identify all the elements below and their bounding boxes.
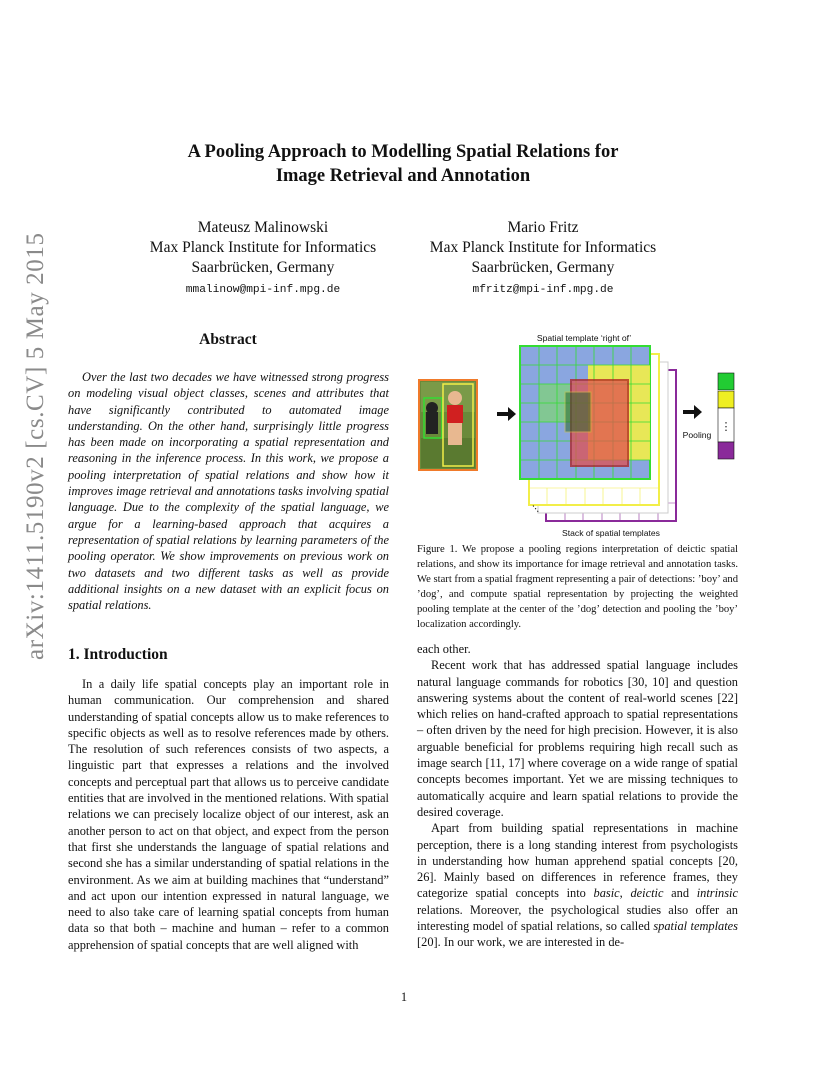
citation-link[interactable]: 26 — [417, 870, 430, 885]
dog-region-overlay — [565, 392, 591, 432]
author-affiliation: Max Planck Institute for Informatics — [149, 239, 377, 256]
pooling-label: Pooling — [682, 430, 712, 440]
abstract-text: Over the last two decades we have witnessed strong progress on modeling visual object classes, scenes and attributes that have significantly contributed to automated image understanding. On the other hand, surprisingly little progress has been made on incorporating a spatial representation and reasoning in the inference process. In this work, we propose a pooling interpretation of spatial relations and show how it improves image retrieval and annotations tasks involving spatial language. Due to the complexity of the spatial language, we argue for a learning-based approach that acquires a representation of spatial relations by learning parameters of the pooling operator. We show improvements on previous work on two datasets and two different tasks as well as provide additional insights on a new dataset with an explicit focus on spatial relations. — [68, 370, 389, 613]
author-name: Mario Fritz — [507, 219, 579, 236]
figure-caption: Figure 1. We propose a pooling regions interpretation of deictic spatial relations, and show its importance for image retrieval and annotation tasks. We start from a spatial fragment representing a pair of detections: ’boy’ and ’dog’, and compute spatial representation by projecting the weighted pooling template at the center of the ’dog’ detection and pooling the ’boy’ localization accordingly. — [417, 544, 738, 630]
figure-pooling-diagram — [415, 328, 740, 540]
author-location: Saarbrücken, Germany — [471, 259, 615, 276]
author-email: mfritz@mpi-inf.mpg.de — [472, 284, 614, 296]
citation-link[interactable]: 20 — [722, 853, 735, 868]
section-heading-introduction: 1. Introduction — [68, 646, 168, 663]
author-name: Mateusz Malinowski — [197, 219, 329, 236]
vector-cell-yellow — [718, 391, 734, 408]
paper-title — [80, 141, 726, 188]
author-location: Saarbrücken, Germany — [191, 259, 335, 276]
paragraph-recent-work: Recent work that has addressed spatial language includes natural language commands for robotics [30, 10] and question answering systems about the content of real-world scenes [22] which relies on hand-crafted approach to spatial representations – often driven by the need for high precision. However, it is also arguable beneficial for problems requiring high recall such as image search [11, 17] where coverage on a wide range of spatial concepts becomes important. Yet we are missing techniques to automatically acquire and learn spatial relations to provide the desired coverage. — [417, 658, 738, 819]
vector-cell-purple — [718, 442, 734, 459]
citation-link[interactable]: 20 — [421, 935, 434, 950]
title-line-2: Image Retrieval and Annotation — [275, 165, 531, 186]
right-column-text — [417, 641, 738, 951]
author-affiliation: Max Planck Institute for Informatics — [429, 239, 657, 256]
figure-top-label: Spatial template ‘right of’ — [536, 333, 632, 343]
author-email: mmalinow@mpi-inf.mpg.de — [185, 284, 341, 296]
citation-link[interactable]: 10 — [652, 674, 665, 689]
paragraph: each other. — [417, 642, 471, 656]
author-block-1 — [113, 218, 413, 300]
introduction-text: In a daily life spatial concepts play an important role in human communication. Our comprehension and shared understanding of spatial concepts allow us to make references to specific objects as well as to resolve references made by others. The resolution of such references consists of two aspects, a linguistic part that expresses a relations and the involved concepts and perceptual part that allows us to perceive candidate entities that are involved in the mentioned relations. With spatial relations we can precisely localize object of our interest, ask an another person to act on that object, and expect from the person that first she understands the language of spatial relations and second she has a similar understanding of spatial relations in the environment. As we aim at building machines that “understand” and act upon our intention expressed in natural language, we need to also take care of learning spatial concepts from human data so that both – machine and human – refer to a common apprehension of spatial concepts that are well aligned with — [68, 677, 389, 952]
citation-link[interactable]: 17 — [507, 756, 521, 771]
vector-ellipsis: ⋮ — [720, 421, 732, 433]
stack-ellipsis: ⋮ — [528, 501, 544, 517]
arrow-right-icon — [497, 407, 516, 421]
page-number: 1 — [400, 990, 408, 1004]
vector-cell-green — [718, 373, 734, 390]
citation-link[interactable]: 30 — [631, 674, 645, 689]
author-block-2 — [393, 218, 693, 300]
spatial-template-right-of — [520, 346, 650, 479]
arxiv-identifier-stamp: arXiv:1411.5190v2 [cs.CV] 5 May 2015 — [22, 232, 49, 660]
abstract-heading: Abstract — [199, 331, 257, 348]
title-line-1: A Pooling Approach to Modelling Spatial Relations for — [187, 142, 619, 162]
paragraph-psychology: Apart from building spatial representations in machine perception, there is a long standing interest from psychologists in understanding how human apprehend spatial concepts [20, 26]. Mainly based on differences in reference frames, they categorize spatial concepts into basic, deictic and intrinsic relations. Moreover, the psychological studies also offer an interesting model of spatial relations, so called spatial templates [20]. In our work, we are interested in de- — [417, 821, 739, 950]
citation-link[interactable]: 22 — [721, 690, 734, 705]
arrow-right-icon — [683, 405, 702, 419]
citation-link[interactable]: 11 — [489, 756, 502, 771]
pooled-feature-vector — [718, 373, 734, 459]
input-photo — [419, 380, 477, 470]
stack-label: Stack of spatial templates — [562, 528, 660, 538]
